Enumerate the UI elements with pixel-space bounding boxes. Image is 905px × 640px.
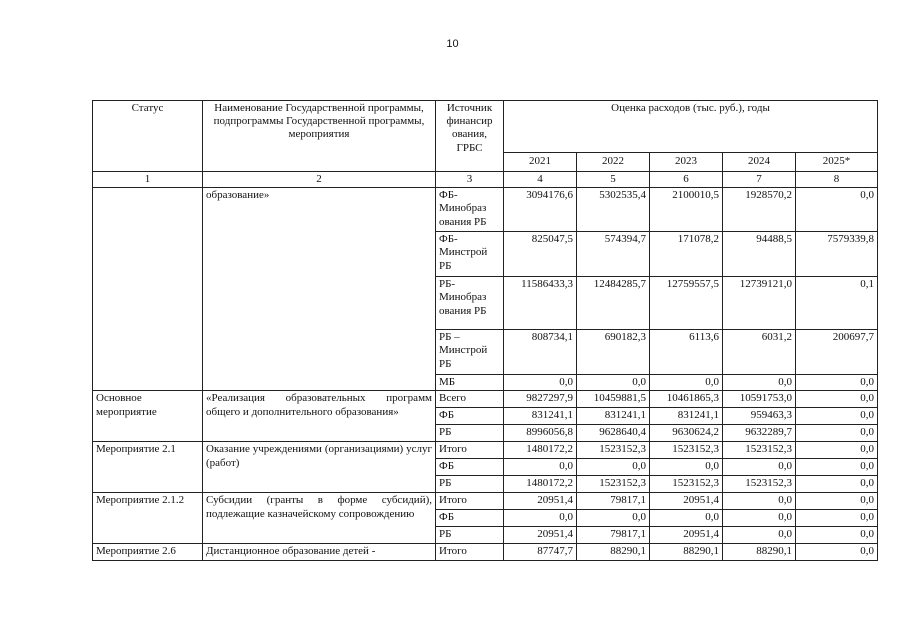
value-cell: 1523152,3 <box>723 442 796 459</box>
source-cell: РБ – Минстрой РБ <box>436 330 504 375</box>
source-cell: РБ <box>436 425 504 442</box>
value-cell: 1480172,2 <box>504 442 577 459</box>
value-cell: 574394,7 <box>577 232 650 277</box>
year-2022: 2022 <box>577 153 650 172</box>
value-cell: 1523152,3 <box>577 476 650 493</box>
value-cell: 200697,7 <box>796 330 878 375</box>
value-cell: 171078,2 <box>650 232 723 277</box>
table-row <box>93 442 878 459</box>
value-cell: 0,0 <box>650 375 723 391</box>
column-index: 2 <box>203 172 436 188</box>
header-status: Статус <box>93 101 203 172</box>
table-row <box>93 493 878 510</box>
value-cell: 9630624,2 <box>650 425 723 442</box>
value-cell: 94488,5 <box>723 232 796 277</box>
value-cell: 8996056,8 <box>504 425 577 442</box>
value-cell: 12739121,0 <box>723 277 796 330</box>
table-row <box>93 188 878 232</box>
source-cell: РБ <box>436 476 504 493</box>
value-cell: 959463,3 <box>723 408 796 425</box>
column-index: 1 <box>93 172 203 188</box>
value-cell: 10591753,0 <box>723 391 796 408</box>
value-cell: 0,0 <box>796 544 878 561</box>
value-cell: 10461865,3 <box>650 391 723 408</box>
value-cell: 0,1 <box>796 277 878 330</box>
value-cell: 808734,1 <box>504 330 577 375</box>
column-index: 7 <box>723 172 796 188</box>
value-cell: 0,0 <box>796 375 878 391</box>
value-cell: 831241,1 <box>650 408 723 425</box>
value-cell: 9632289,7 <box>723 425 796 442</box>
source-cell: ФБ-Минобраз ования РБ <box>436 188 504 232</box>
value-cell: 1523152,3 <box>723 476 796 493</box>
value-cell: 0,0 <box>796 425 878 442</box>
value-cell: 0,0 <box>723 527 796 544</box>
value-cell: 0,0 <box>577 375 650 391</box>
value-cell: 0,0 <box>504 375 577 391</box>
table-row <box>93 391 878 408</box>
value-cell: 88290,1 <box>723 544 796 561</box>
value-cell: 0,0 <box>796 442 878 459</box>
value-cell: 1523152,3 <box>650 442 723 459</box>
year-2024: 2024 <box>723 153 796 172</box>
value-cell: 79817,1 <box>577 493 650 510</box>
name-cell: Дистанционное образование детей - <box>203 544 436 561</box>
value-cell: 825047,5 <box>504 232 577 277</box>
value-cell: 0,0 <box>796 408 878 425</box>
source-cell: Итого <box>436 544 504 561</box>
value-cell: 11586433,3 <box>504 277 577 330</box>
year-2021: 2021 <box>504 153 577 172</box>
source-cell: МБ <box>436 375 504 391</box>
value-cell: 0,0 <box>796 510 878 527</box>
value-cell: 0,0 <box>796 391 878 408</box>
value-cell: 0,0 <box>796 476 878 493</box>
value-cell: 5302535,4 <box>577 188 650 232</box>
source-cell: ФБ <box>436 408 504 425</box>
value-cell: 0,0 <box>796 188 878 232</box>
value-cell: 7579339,8 <box>796 232 878 277</box>
year-2025: 2025* <box>796 153 878 172</box>
value-cell: 12484285,7 <box>577 277 650 330</box>
source-cell: Итого <box>436 493 504 510</box>
status-cell: Мероприятие 2.1.2 <box>93 493 203 544</box>
column-index-row <box>93 172 878 188</box>
value-cell: 79817,1 <box>577 527 650 544</box>
value-cell: 10459881,5 <box>577 391 650 408</box>
source-cell: ФБ <box>436 459 504 476</box>
status-cell: Мероприятие 2.6 <box>93 544 203 561</box>
value-cell: 0,0 <box>577 510 650 527</box>
column-index: 6 <box>650 172 723 188</box>
value-cell: 0,0 <box>650 459 723 476</box>
value-cell: 0,0 <box>504 459 577 476</box>
value-cell: 0,0 <box>650 510 723 527</box>
value-cell: 831241,1 <box>577 408 650 425</box>
value-cell: 0,0 <box>796 493 878 510</box>
source-cell: ФБ <box>436 510 504 527</box>
value-cell: 6031,2 <box>723 330 796 375</box>
value-cell: 88290,1 <box>650 544 723 561</box>
column-index: 3 <box>436 172 504 188</box>
table-row <box>93 544 878 561</box>
page-number: 10 <box>446 38 459 50</box>
name-cell: Субсидии (гранты в форме субсидий), подлежащие казначейскому сопровождению <box>203 493 436 544</box>
value-cell: 20951,4 <box>504 527 577 544</box>
column-index: 8 <box>796 172 878 188</box>
value-cell: 0,0 <box>577 459 650 476</box>
source-cell: РБ <box>436 527 504 544</box>
value-cell: 1928570,2 <box>723 188 796 232</box>
budget-table <box>92 100 878 561</box>
status-cell: Основное мероприятие <box>93 391 203 442</box>
value-cell: 12759557,5 <box>650 277 723 330</box>
year-2023: 2023 <box>650 153 723 172</box>
header-source: Источник финансир ования, ГРБС <box>436 101 504 172</box>
name-cell: «Реализация образовательных программ общего и дополнительного образования» <box>203 391 436 442</box>
value-cell: 831241,1 <box>504 408 577 425</box>
value-cell: 20951,4 <box>504 493 577 510</box>
value-cell: 1480172,2 <box>504 476 577 493</box>
value-cell: 87747,7 <box>504 544 577 561</box>
source-cell: ФБ-Минстрой РБ <box>436 232 504 277</box>
value-cell: 9827297,9 <box>504 391 577 408</box>
value-cell: 2100010,5 <box>650 188 723 232</box>
status-cell <box>93 188 203 391</box>
value-cell: 0,0 <box>723 510 796 527</box>
value-cell: 1523152,3 <box>577 442 650 459</box>
value-cell: 1523152,3 <box>650 476 723 493</box>
value-cell: 0,0 <box>504 510 577 527</box>
value-cell: 6113,6 <box>650 330 723 375</box>
status-cell: Мероприятие 2.1 <box>93 442 203 493</box>
value-cell: 0,0 <box>796 459 878 476</box>
column-index: 4 <box>504 172 577 188</box>
column-index: 5 <box>577 172 650 188</box>
source-cell: Итого <box>436 442 504 459</box>
value-cell: 0,0 <box>723 459 796 476</box>
header-name: Наименование Государственной программы, подпрограммы Государственной программы, мероприятия <box>203 101 436 172</box>
value-cell: 0,0 <box>796 527 878 544</box>
value-cell: 3094176,6 <box>504 188 577 232</box>
value-cell: 690182,3 <box>577 330 650 375</box>
value-cell: 9628640,4 <box>577 425 650 442</box>
header-cost-title: Оценка расходов (тыс. руб.), годы <box>504 101 878 153</box>
name-cell: Оказание учреждениями (организациями) услуг (работ) <box>203 442 436 493</box>
name-cell: образование» <box>203 188 436 391</box>
value-cell: 0,0 <box>723 375 796 391</box>
value-cell: 88290,1 <box>577 544 650 561</box>
source-cell: РБ-Минобраз ования РБ <box>436 277 504 330</box>
value-cell: 20951,4 <box>650 493 723 510</box>
source-cell: Всего <box>436 391 504 408</box>
value-cell: 20951,4 <box>650 527 723 544</box>
value-cell: 0,0 <box>723 493 796 510</box>
